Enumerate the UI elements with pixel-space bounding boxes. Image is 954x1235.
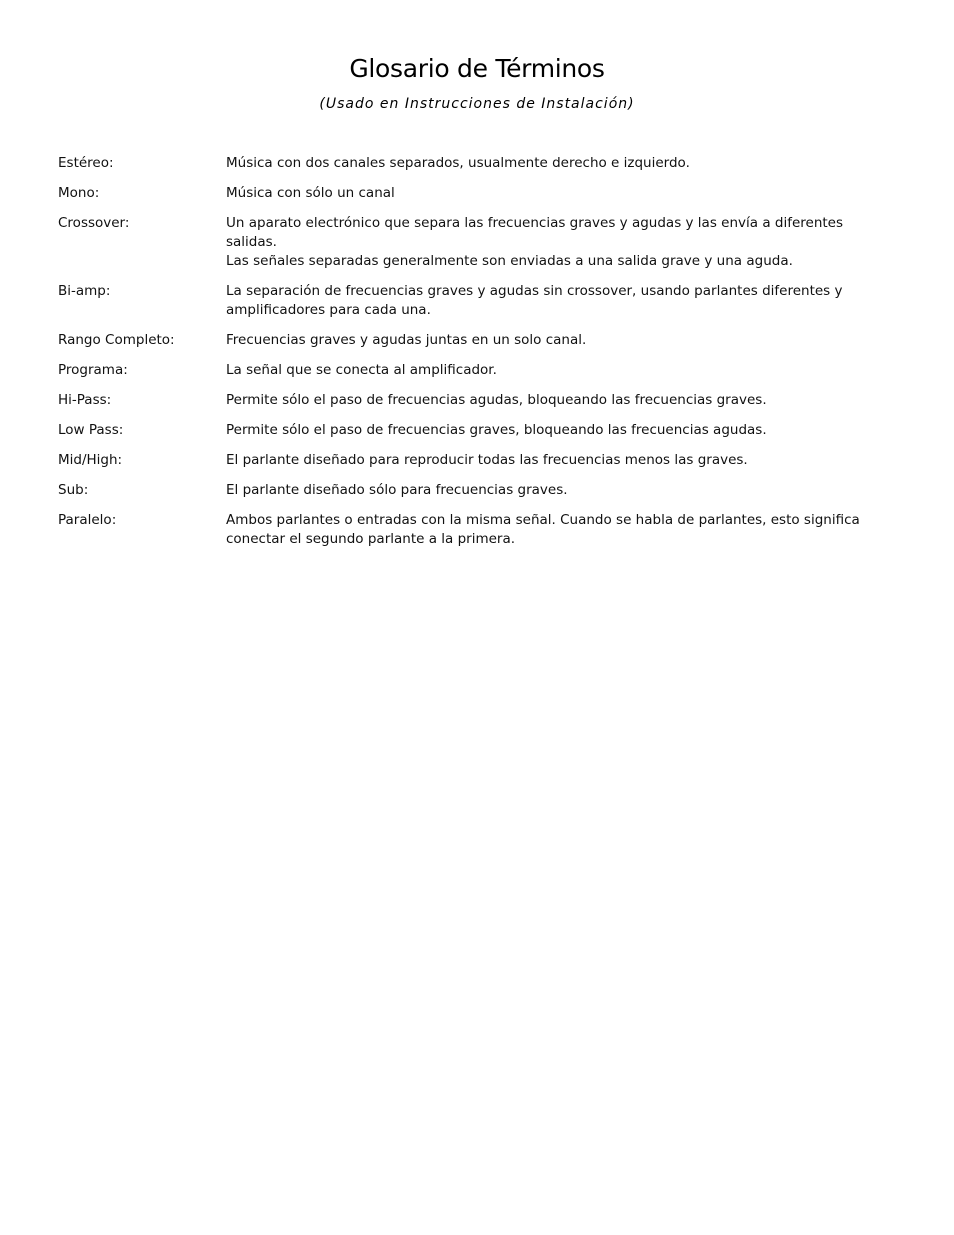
- glossary-entry: [58, 451, 898, 470]
- glossary-term: Programa:: [58, 362, 128, 378]
- glossary-term: Mid/High:: [58, 452, 123, 468]
- glossary-term: Estéreo:: [58, 155, 114, 171]
- glossary-definition: Un aparato electrónico que separa las frecuencias graves y agudas y las envía a diferentes salidas. Las señales separadas generalmente son enviadas a una salida grave y una aguda.: [226, 215, 844, 269]
- glossary-definition: La separación de frecuencias graves y agudas sin crossover, usando parlantes diferentes y amplificadores para cada una.: [226, 283, 843, 318]
- glossary-entry: [58, 154, 898, 173]
- glossary-term: Crossover:: [58, 215, 130, 231]
- glossary-definition: La señal que se conecta al amplificador.: [226, 362, 497, 378]
- glossary-entry: [58, 214, 898, 271]
- glossary-term: Low Pass:: [58, 422, 124, 438]
- glossary-definition: El parlante diseñado sólo para frecuencias graves.: [226, 482, 568, 498]
- glossary-entry: [58, 391, 898, 410]
- glossary-definition: Frecuencias graves y agudas juntas en un solo canal.: [226, 332, 587, 348]
- glossary-definition: Música con dos canales separados, usualmente derecho e izquierdo.: [226, 155, 690, 171]
- glossary-definition: Ambos parlantes o entradas con la misma señal. Cuando se habla de parlantes, esto significa conectar el segundo parlante a la primera.: [226, 512, 860, 547]
- glossary-list: [58, 154, 898, 560]
- page-subtitle: (Usado en Instrucciones de Instalación): [319, 96, 635, 112]
- glossary-entry: [58, 361, 898, 380]
- glossary-entry: [58, 331, 898, 350]
- glossary-entry: [58, 481, 898, 500]
- glossary-term: Bi-amp:: [58, 283, 111, 299]
- glossary-entry: [58, 184, 898, 203]
- glossary-definition: Permite sólo el paso de frecuencias graves, bloqueando las frecuencias agudas.: [226, 422, 767, 438]
- glossary-entry: [58, 282, 898, 320]
- glossary-term: Hi-Pass:: [58, 392, 112, 408]
- glossary-definition: Permite sólo el paso de frecuencias agudas, bloqueando las frecuencias graves.: [226, 392, 767, 408]
- glossary-term: Mono:: [58, 185, 100, 201]
- page-title: Glosario de Términos: [349, 54, 605, 83]
- glossary-term: Sub:: [58, 482, 89, 498]
- glossary-entry: [58, 511, 898, 549]
- glossary-definition: El parlante diseñado para reproducir todas las frecuencias menos las graves.: [226, 452, 748, 468]
- glossary-term: Paralelo:: [58, 512, 117, 528]
- glossary-term: Rango Completo:: [58, 332, 175, 348]
- glossary-entry: [58, 421, 898, 440]
- glossary-definition: Música con sólo un canal: [226, 185, 395, 201]
